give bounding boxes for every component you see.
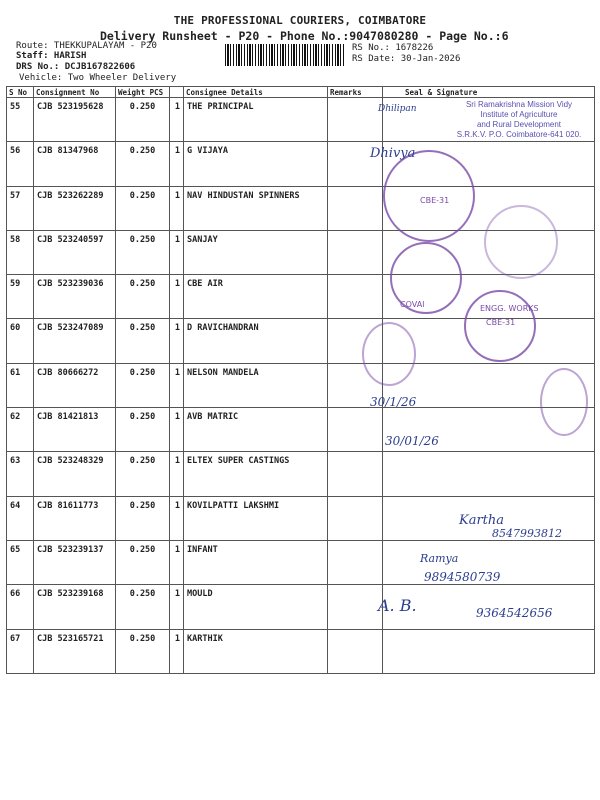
cell-sno: 66 (7, 585, 34, 629)
cell-weight: 0.250 (116, 186, 170, 230)
round-stamp-4 (362, 322, 416, 386)
cell-consignment: CJB 523195628 (34, 98, 116, 142)
round-stamp-2-text: COVAI (400, 300, 425, 309)
cell-consignment: CJB 523247089 (34, 319, 116, 363)
cell-consignment: CJB 523262289 (34, 186, 116, 230)
col-consignment: Consignment No (34, 87, 116, 98)
cell-sno: 61 (7, 363, 34, 407)
cell-seal (383, 452, 595, 496)
cell-sno: 62 (7, 408, 34, 452)
col-weight (116, 87, 170, 98)
cell-remarks (328, 629, 383, 673)
cell-pcs: 1 (170, 496, 184, 540)
institute-stamp-line1: Sri Ramakrishna Mission Vidy (465, 100, 573, 109)
cell-sno: 67 (7, 629, 34, 673)
cell-weight: 0.250 (116, 319, 170, 363)
cell-weight: 0.250 (116, 363, 170, 407)
cell-consignment: CJB 523239168 (34, 585, 116, 629)
institute-stamp-line4: S.R.K.V. P.O. Coimbatore-641 020. (456, 130, 582, 139)
cell-seal (383, 629, 595, 673)
col-seal: Seal & Signature (383, 87, 595, 98)
cell-sno: 65 (7, 540, 34, 584)
handwritten-phone-3: 9364542656 (476, 606, 553, 620)
cell-consignee: MOULD (184, 585, 328, 629)
signature-kartha: Kartha (459, 513, 505, 528)
institute-stamp-line3: and Rural Development (476, 120, 562, 129)
cell-pcs: 1 (170, 408, 184, 452)
cell-consignee: NAV HINDUSTAN SPINNERS (184, 186, 328, 230)
institute-stamp (448, 100, 590, 140)
col-pcs-label: PCS (149, 87, 164, 97)
cell-consignment: CJB 523239137 (34, 540, 116, 584)
cell-sno: 58 (7, 230, 34, 274)
handwritten-phone-1: 8547993812 (492, 527, 562, 540)
cell-pcs: 1 (170, 629, 184, 673)
col-pcs-spacer (170, 87, 184, 98)
cell-consignment: CJB 81611773 (34, 496, 116, 540)
cell-consignee: THE PRINCIPAL (184, 98, 328, 142)
cell-remarks (328, 275, 383, 319)
cell-consignment: CJB 80666272 (34, 363, 116, 407)
cell-consignment: CJB 523239036 (34, 275, 116, 319)
cell-pcs: 1 (170, 275, 184, 319)
institute-stamp-line2: Institute of Agriculture (480, 110, 558, 119)
col-weight-label: Weight (118, 87, 146, 97)
route-label: Route: THEKKUPALAYAM - P20 (16, 41, 157, 51)
drs-number: DRS No.: DCJB167822606 (16, 62, 136, 72)
cell-pcs: 1 (170, 452, 184, 496)
cell-remarks (328, 540, 383, 584)
runsheet-table (6, 86, 595, 674)
table-row (7, 408, 595, 452)
cell-consignee: ELTEX SUPER CASTINGS (184, 452, 328, 496)
table-row (7, 452, 595, 496)
vehicle-label: Vehicle: Two Wheeler Delivery (19, 73, 177, 83)
cell-consignee: KOVILPATTI LAKSHMI (184, 496, 328, 540)
cell-consignee: D RAVICHANDRAN (184, 319, 328, 363)
company-title: THE PROFESSIONAL COURIERS, COIMBATORE (173, 14, 427, 27)
cell-weight: 0.250 (116, 230, 170, 274)
cell-remarks (328, 496, 383, 540)
cell-weight: 0.250 (116, 142, 170, 186)
round-stamp-3-code: CBE-31 (486, 318, 516, 327)
cell-pcs: 1 (170, 186, 184, 230)
cell-remarks (328, 408, 383, 452)
rs-date: RS Date: 30-Jan-2026 (352, 54, 461, 64)
table-row (7, 540, 595, 584)
round-stamp-faint (484, 205, 558, 279)
cell-remarks (328, 186, 383, 230)
cell-pcs: 1 (170, 585, 184, 629)
signature-vijaya: Dhivya (370, 146, 416, 161)
rs-number: RS No.: 1678226 (352, 43, 434, 53)
handwritten-date-1: 30/1/26 (370, 395, 417, 409)
cell-weight: 0.250 (116, 540, 170, 584)
cell-consignment: CJB 523165721 (34, 629, 116, 673)
cell-weight: 0.250 (116, 629, 170, 673)
cell-sno: 55 (7, 98, 34, 142)
cell-consignee: AVB MATRIC (184, 408, 328, 452)
handwritten-date-2: 30/01/26 (385, 434, 439, 448)
cell-consignment: CJB 81347968 (34, 142, 116, 186)
barcode (225, 44, 345, 66)
table-row (7, 142, 595, 186)
cell-consignee: SANJAY (184, 230, 328, 274)
cell-consignee: G VIJAYA (184, 142, 328, 186)
cell-weight: 0.250 (116, 585, 170, 629)
col-sno: S No (7, 87, 34, 98)
cell-sno: 56 (7, 142, 34, 186)
round-stamp-3-text: ENGG. WORKS (480, 304, 539, 313)
table-row (7, 363, 595, 407)
cell-weight: 0.250 (116, 496, 170, 540)
round-stamp-1-text: CBE-31 (420, 196, 450, 205)
cell-pcs: 1 (170, 540, 184, 584)
col-remarks: Remarks (328, 87, 383, 98)
signature-karthik: A. B. (378, 596, 417, 615)
cell-consignment: CJB 523248329 (34, 452, 116, 496)
cell-pcs: 1 (170, 319, 184, 363)
cell-weight: 0.250 (116, 408, 170, 452)
cell-sno: 60 (7, 319, 34, 363)
table-row (7, 629, 595, 673)
cell-remarks (328, 98, 383, 142)
cell-consignee: CBE AIR (184, 275, 328, 319)
table-header-row (7, 87, 595, 98)
signature-principal: Dhilipan (378, 104, 417, 114)
signature-mould: Ramya (420, 552, 459, 565)
cell-consignment: CJB 81421813 (34, 408, 116, 452)
cell-sno: 63 (7, 452, 34, 496)
runsheet-title: Delivery Runsheet - P20 - Phone No.:9047080280 - Page No.:6 (100, 29, 509, 43)
cell-weight: 0.250 (116, 452, 170, 496)
cell-weight: 0.250 (116, 275, 170, 319)
cell-pcs: 1 (170, 142, 184, 186)
cell-pcs: 1 (170, 98, 184, 142)
staff-label: Staff: HARISH (16, 51, 87, 61)
cell-sno: 59 (7, 275, 34, 319)
cell-consignee: INFANT (184, 540, 328, 584)
handwritten-phone-2: 9894580739 (424, 570, 501, 584)
cell-consignee: KARTHIK (184, 629, 328, 673)
cell-pcs: 1 (170, 230, 184, 274)
cell-weight: 0.250 (116, 98, 170, 142)
cell-sno: 64 (7, 496, 34, 540)
round-stamp-5 (540, 368, 588, 436)
cell-remarks (328, 230, 383, 274)
cell-remarks (328, 452, 383, 496)
col-consignee: Consignee Details (184, 87, 328, 98)
cell-consignee: NELSON MANDELA (184, 363, 328, 407)
cell-sno: 57 (7, 186, 34, 230)
cell-pcs: 1 (170, 363, 184, 407)
cell-remarks (328, 585, 383, 629)
cell-consignment: CJB 523240597 (34, 230, 116, 274)
